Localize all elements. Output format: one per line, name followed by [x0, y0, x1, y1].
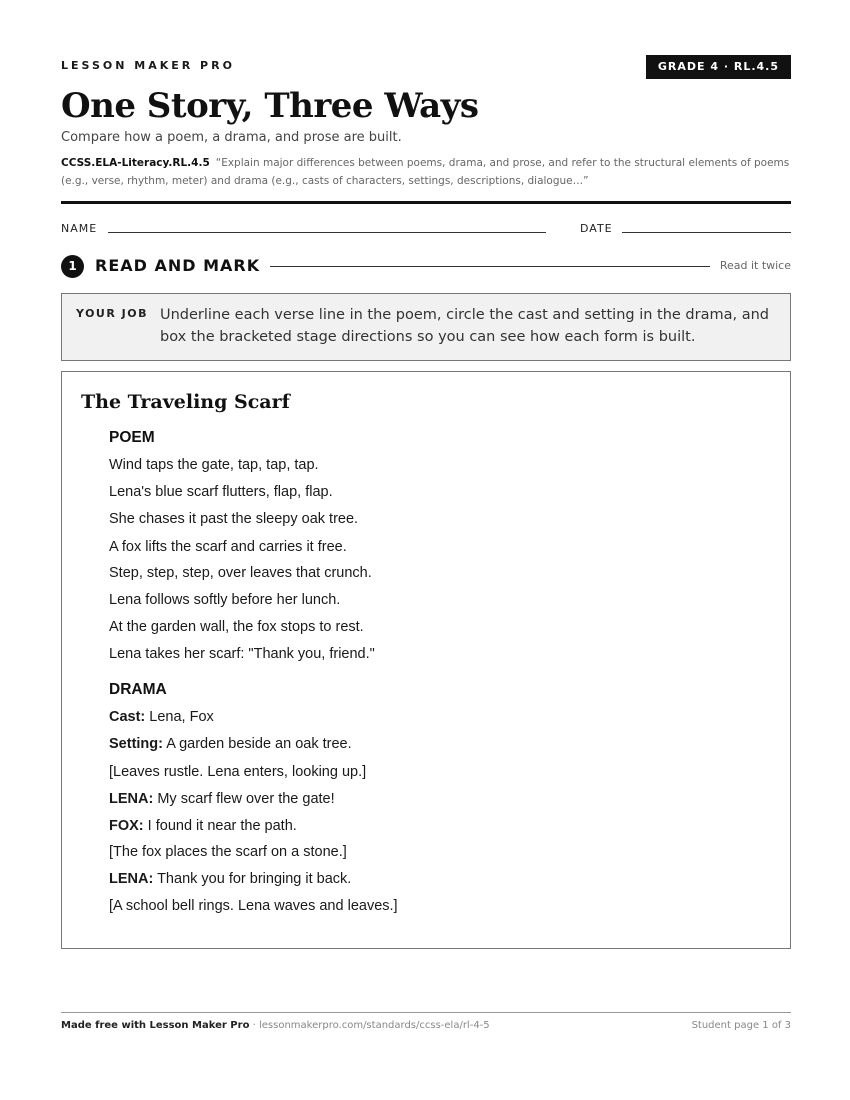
poem-line: She chases it past the sleepy oak tree.	[109, 511, 359, 527]
speaker-label: LENA:	[109, 791, 154, 807]
drama-line-text: A garden beside an oak tree.	[162, 736, 352, 752]
step-number-badge: 1	[61, 255, 84, 278]
stage-direction	[109, 764, 366, 780]
standard-reference	[61, 155, 791, 190]
story-passage-box	[61, 371, 791, 949]
drama-heading: DRAMA	[109, 681, 167, 698]
story-title: The Traveling Scarf	[81, 391, 290, 413]
drama-line-text: [A school bell rings. Lena waves and leaves.]	[109, 898, 398, 914]
instructions-label: YOUR JOB	[76, 307, 148, 320]
dialogue-line	[109, 871, 351, 887]
drama-line-text: Lena, Fox	[145, 709, 214, 725]
instructions-box	[61, 293, 791, 361]
section-note: Read it twice	[719, 259, 791, 272]
drama-line-text: [The fox places the scarf on a stone.]	[109, 844, 347, 860]
footer-page-number: Student page 1 of 3	[691, 1020, 791, 1031]
dialogue-text: My scarf flew over the gate!	[153, 791, 335, 807]
footer-credit	[61, 1020, 490, 1031]
dialogue-text: I found it near the path.	[143, 818, 297, 834]
poem-heading: POEM	[109, 429, 155, 446]
section-rule	[270, 266, 710, 267]
header-divider	[61, 201, 791, 204]
poem-line: Lena takes her scarf: "Thank you, friend."	[109, 646, 375, 662]
drama-line-label: Setting:	[109, 736, 163, 752]
worksheet-page	[61, 0, 791, 1100]
date-field[interactable]	[622, 232, 791, 233]
name-date-row	[61, 222, 791, 238]
dialogue-line	[109, 818, 297, 834]
name-label: NAME	[61, 222, 98, 235]
poem-line: Lena follows softly before her lunch.	[109, 592, 341, 608]
drama-cast-line	[109, 709, 214, 725]
stage-direction	[109, 844, 347, 860]
stage-direction	[109, 898, 398, 914]
poem-line: Step, step, step, over leaves that crunch.	[109, 565, 372, 581]
footer-made-with: Made free with Lesson Maker Pro	[61, 1020, 250, 1031]
standard-code: CCSS.ELA-Literacy.RL.4.5	[61, 157, 210, 169]
instructions-text: Underline each verse line in the poem, circle the cast and setting in the drama, and box the bracketed stage directions so you can see how each form is built.	[160, 307, 769, 345]
page-title: One Story, Three Ways	[61, 86, 479, 126]
speaker-label: FOX:	[109, 818, 144, 834]
page-subtitle: Compare how a poem, a drama, and prose are built.	[61, 130, 402, 145]
dialogue-text: Thank you for bringing it back.	[153, 871, 352, 887]
grade-badge: GRADE 4 · RL.4.5	[646, 55, 791, 79]
poem-line: A fox lifts the scarf and carries it free.	[109, 539, 347, 555]
footer-divider	[61, 1012, 791, 1013]
dialogue-line	[109, 791, 335, 807]
poem-line: At the garden wall, the fox stops to rest.	[109, 619, 364, 635]
standard-text: “Explain major differences between poems, drama, and prose, and refer to the structural elements of poems (e.g., verse, rhythm, meter) and drama (e.g., casts of characters, settings, descriptions, dialogue…”	[61, 157, 790, 187]
name-field[interactable]	[108, 232, 546, 233]
poem-line: Wind taps the gate, tap, tap, tap.	[109, 457, 319, 473]
footer-url[interactable]: · lessonmakerpro.com/standards/ccss-ela/rl-4-5	[249, 1020, 490, 1031]
drama-line-text: [Leaves rustle. Lena enters, looking up.]	[109, 764, 367, 780]
poem-line: Lena's blue scarf flutters, flap, flap.	[109, 484, 333, 500]
section-header	[61, 254, 791, 278]
speaker-label: LENA:	[109, 871, 154, 887]
drama-setting-line	[109, 736, 352, 752]
brand-name: LESSON MAKER PRO	[61, 59, 235, 72]
date-label: DATE	[580, 222, 613, 235]
drama-line-label: Cast:	[109, 709, 146, 725]
section-title: READ AND MARK	[95, 256, 261, 275]
